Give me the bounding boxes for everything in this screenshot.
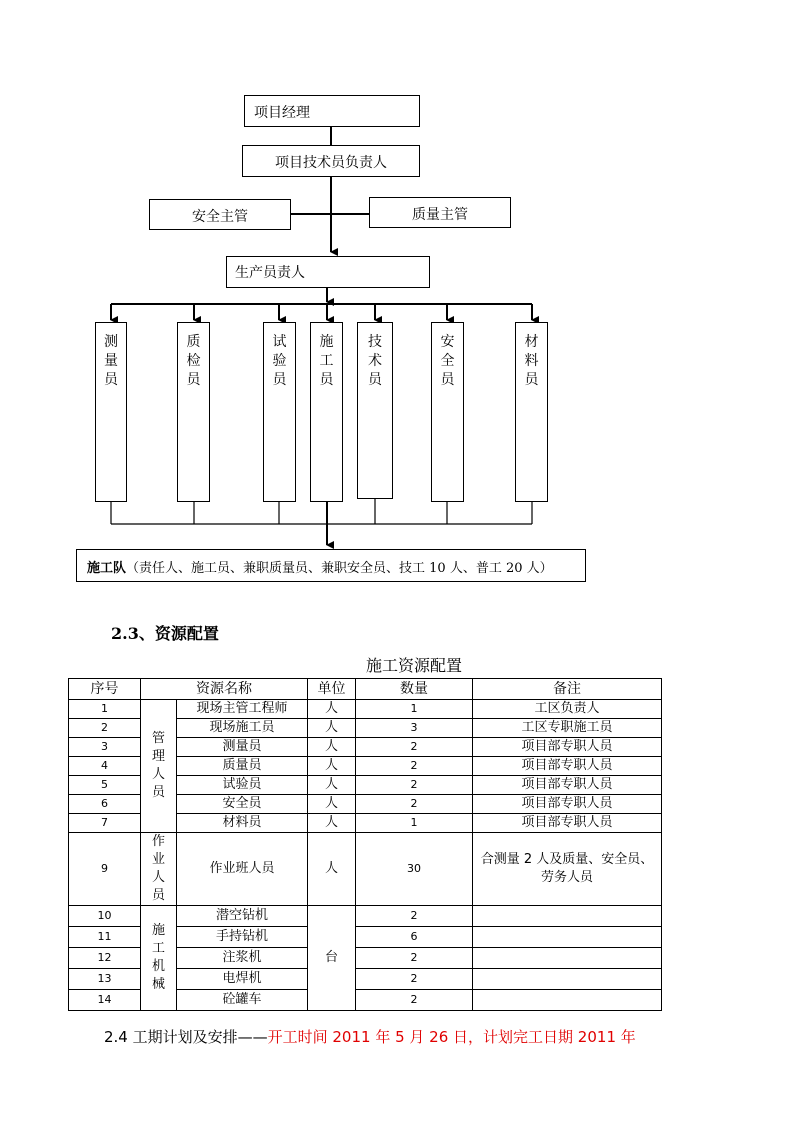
cell-qty: 2 xyxy=(356,990,473,1011)
vertical-char: 工 xyxy=(319,353,334,369)
cell-note xyxy=(473,833,662,906)
cell-note: 工区负责人 xyxy=(473,700,662,719)
vertical-char: 验 xyxy=(272,353,287,369)
cell-name: 安全员 xyxy=(177,795,308,814)
cell-no: 10 xyxy=(69,906,141,927)
vertical-char: 员 xyxy=(319,372,334,388)
vertical-char: 安 xyxy=(440,334,455,350)
cell-note-line: 劳务人员 xyxy=(540,870,593,885)
cell-unit: 人 xyxy=(308,776,356,795)
org-box-label: 项目技术员负责人 xyxy=(275,155,387,171)
cell-qty: 1 xyxy=(356,700,473,719)
cell-note-line: 合测量 2 人及质量、安全员、 xyxy=(480,852,654,867)
cell-qty: 2 xyxy=(356,969,473,990)
cell-no: 9 xyxy=(69,833,141,906)
cell-note: 项目部专职人员 xyxy=(473,738,662,757)
org-role-safety-officer xyxy=(431,322,464,502)
vertical-char: 员 xyxy=(151,785,165,800)
col-header-note: 备注 xyxy=(473,679,662,700)
cell-qty: 6 xyxy=(356,927,473,948)
vertical-char: 员 xyxy=(440,372,455,388)
vertical-char: 施 xyxy=(319,334,334,350)
table-row xyxy=(69,906,662,927)
cell-name: 质量员 xyxy=(177,757,308,776)
vertical-char: 员 xyxy=(186,372,201,388)
cell-no: 5 xyxy=(69,776,141,795)
cell-qty: 2 xyxy=(356,906,473,927)
cell-no: 7 xyxy=(69,814,141,833)
table-row xyxy=(69,833,662,906)
cell-note: 项目部专职人员 xyxy=(473,795,662,814)
org-role-technician xyxy=(357,322,393,499)
cell-qty: 2 xyxy=(356,776,473,795)
cell-qty: 2 xyxy=(356,948,473,969)
org-role-materials-officer xyxy=(515,322,548,502)
vertical-char: 质 xyxy=(186,334,201,350)
org-box-label: 质量主管 xyxy=(412,207,468,223)
vertical-char: 施 xyxy=(151,923,165,938)
org-box-project-manager xyxy=(244,95,420,127)
cell-name: 现场施工员 xyxy=(177,719,308,738)
cell-qty: 2 xyxy=(356,738,473,757)
cell-no: 1 xyxy=(69,700,141,719)
resource-table xyxy=(68,678,662,1011)
cell-note xyxy=(473,948,662,969)
group-workers xyxy=(141,833,177,906)
vertical-char: 技 xyxy=(368,334,382,350)
vertical-char: 全 xyxy=(440,353,455,369)
cell-note xyxy=(473,969,662,990)
table-row xyxy=(69,700,662,719)
org-box-label: 生产员责人 xyxy=(235,265,305,281)
group-machinery xyxy=(141,906,177,1011)
vertical-char: 材 xyxy=(524,334,539,350)
cell-name: 手持钻机 xyxy=(177,927,308,948)
cell-no: 6 xyxy=(69,795,141,814)
vertical-char: 员 xyxy=(104,372,118,388)
cell-name: 试验员 xyxy=(177,776,308,795)
cell-no: 12 xyxy=(69,948,141,969)
vertical-char: 人 xyxy=(151,767,165,782)
cell-qty: 1 xyxy=(356,814,473,833)
org-role-constructor xyxy=(310,322,343,502)
col-header-no: 序号 xyxy=(69,679,141,700)
col-header-qty: 数量 xyxy=(356,679,473,700)
schedule-dates: 开工时间 2011 年 5 月 26 日，计划完工日期 2011 年 xyxy=(267,1028,636,1046)
cell-note: 项目部专职人员 xyxy=(473,776,662,795)
vertical-char: 术 xyxy=(368,353,382,369)
cell-note: 工区专职施工员 xyxy=(473,719,662,738)
cell-name: 作业班人员 xyxy=(177,833,308,906)
cell-name: 注浆机 xyxy=(177,948,308,969)
cell-qty: 30 xyxy=(356,833,473,906)
org-box-label: 项目经理 xyxy=(254,105,310,121)
cell-name: 砼罐车 xyxy=(177,990,308,1011)
vertical-char: 员 xyxy=(368,372,382,388)
vertical-char: 业 xyxy=(151,852,165,867)
org-role-surveyor xyxy=(95,322,127,502)
vertical-char: 员 xyxy=(151,888,165,903)
vertical-char: 机 xyxy=(151,959,165,974)
vertical-char: 测 xyxy=(104,334,118,350)
team-detail: （责任人、施工员、兼职质量员、兼职安全员、技工 10 人、普工 20 人） xyxy=(126,561,553,576)
vertical-char: 员 xyxy=(524,372,539,388)
org-box-safety-supervisor xyxy=(149,199,291,230)
org-box-label: 安全主管 xyxy=(192,209,248,225)
schedule-label: 2.4 工期计划及安排—— xyxy=(104,1028,268,1046)
org-role-tester xyxy=(263,322,296,502)
vertical-char: 作 xyxy=(151,834,165,849)
org-box-technical-lead xyxy=(242,145,420,177)
cell-qty: 3 xyxy=(356,719,473,738)
vertical-char: 理 xyxy=(151,749,165,764)
cell-note xyxy=(473,927,662,948)
cell-no: 3 xyxy=(69,738,141,757)
col-header-unit: 单位 xyxy=(308,679,356,700)
org-box-quality-supervisor xyxy=(369,197,511,228)
cell-qty: 2 xyxy=(356,757,473,776)
cell-name: 潜空钻机 xyxy=(177,906,308,927)
vertical-char: 工 xyxy=(151,941,165,956)
table-header-row xyxy=(69,679,662,700)
cell-unit: 人 xyxy=(308,833,356,906)
vertical-char: 人 xyxy=(151,870,165,885)
org-box-construction-team xyxy=(76,549,586,582)
org-box-production-lead xyxy=(226,256,430,288)
cell-name: 现场主管工程师 xyxy=(177,700,308,719)
cell-note: 项目部专职人员 xyxy=(473,814,662,833)
section-heading: 2.3、资源配置 xyxy=(111,624,219,643)
cell-no: 13 xyxy=(69,969,141,990)
cell-note xyxy=(473,990,662,1011)
cell-note xyxy=(473,906,662,927)
cell-no: 14 xyxy=(69,990,141,1011)
vertical-char: 检 xyxy=(186,353,201,369)
cell-qty: 2 xyxy=(356,795,473,814)
cell-unit: 人 xyxy=(308,814,356,833)
cell-name: 电焊机 xyxy=(177,969,308,990)
group-management xyxy=(141,700,177,833)
cell-no: 4 xyxy=(69,757,141,776)
vertical-char: 料 xyxy=(524,353,539,369)
table-title: 施工资源配置 xyxy=(366,656,463,675)
cell-unit: 人 xyxy=(308,719,356,738)
cell-note: 项目部专职人员 xyxy=(473,757,662,776)
cell-unit: 人 xyxy=(308,738,356,757)
team-label: 施工队 xyxy=(87,561,127,576)
col-header-name: 资源名称 xyxy=(141,679,308,700)
cell-unit: 人 xyxy=(308,795,356,814)
cell-unit: 人 xyxy=(308,700,356,719)
cell-no: 11 xyxy=(69,927,141,948)
cell-name: 测量员 xyxy=(177,738,308,757)
cell-no: 2 xyxy=(69,719,141,738)
cell-unit-machine: 台 xyxy=(308,906,356,1011)
org-role-quality-inspector xyxy=(177,322,210,502)
vertical-char: 员 xyxy=(272,372,287,388)
vertical-char: 械 xyxy=(151,977,165,992)
vertical-char: 试 xyxy=(272,334,287,350)
schedule-line xyxy=(104,1026,636,1047)
vertical-char: 量 xyxy=(104,353,118,369)
cell-name: 材料员 xyxy=(177,814,308,833)
cell-unit: 人 xyxy=(308,757,356,776)
vertical-char: 管 xyxy=(151,731,165,746)
